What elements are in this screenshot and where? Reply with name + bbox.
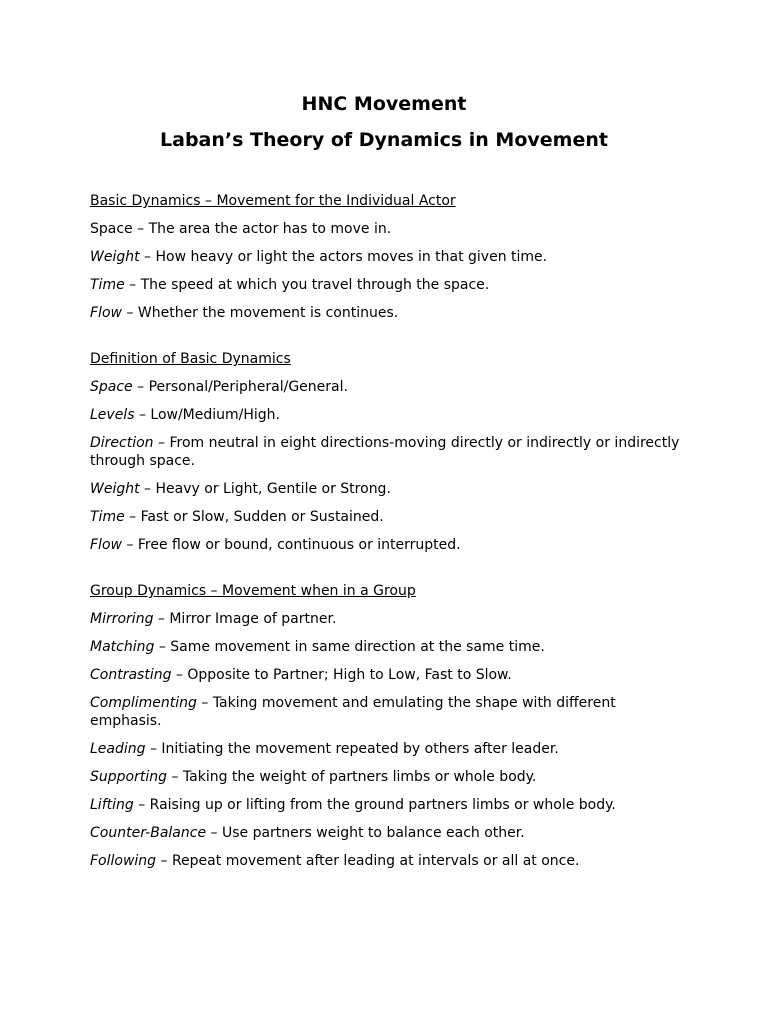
definition-term: Matching [90, 639, 155, 655]
definition-term: Following [90, 853, 157, 869]
definition-term: Contrasting [90, 667, 172, 683]
document-subtitle: Laban’s Theory of Dynamics in Movement [160, 129, 608, 151]
definition-term: Weight [90, 481, 140, 497]
definition-text: – Raising up or lifting from the ground partners limbs or whole body. [133, 797, 616, 813]
definition-term: Complimenting [90, 695, 197, 711]
definition-text: – How heavy or light the actors moves in that given time. [139, 249, 548, 265]
section-2 [90, 350, 690, 554]
definition-item [90, 824, 690, 842]
definition-term: Mirroring [90, 611, 154, 627]
definition-item [90, 536, 690, 554]
definition-item [90, 852, 690, 870]
document-title: HNC Movement [301, 93, 467, 115]
definition-text: – From neutral in eight directions-moving directly or indirectly or indirectly through space. [90, 435, 680, 469]
definition-term: Levels [90, 407, 135, 423]
definition-item [90, 276, 690, 294]
definition-item [90, 768, 690, 786]
section-3 [90, 582, 690, 870]
definition-item [90, 248, 690, 266]
definition-text: – Use partners weight to balance each other. [206, 825, 525, 841]
definition-item [90, 378, 690, 396]
definition-term: Time [90, 277, 125, 293]
definition-text: – Fast or Slow, Sudden or Sustained. [124, 509, 384, 525]
definition-term: Weight [90, 249, 140, 265]
definition-item [90, 480, 690, 498]
definition-term: Direction [90, 435, 154, 451]
definition-item [90, 610, 690, 628]
definition-item [90, 508, 690, 526]
section-heading: Definition of Basic Dynamics [90, 351, 291, 367]
definition-text: – Free flow or bound, continuous or interrupted. [121, 537, 461, 553]
definition-term: Leading [90, 741, 146, 757]
definition-item [90, 434, 690, 470]
definition-text: – Mirror Image of partner. [153, 611, 337, 627]
definition-item [90, 304, 690, 322]
definition-text: – Taking the weight of partners limbs or whole body. [167, 769, 537, 785]
definition-term: Space [90, 379, 133, 395]
definition-text: – Personal/Peripheral/General. [132, 379, 348, 395]
definition-term: Flow [90, 305, 122, 321]
definition-text: – Heavy or Light, Gentile or Strong. [139, 481, 391, 497]
definition-term: Time [90, 509, 125, 525]
definition-text: – The area the actor has to move in. [132, 221, 392, 237]
definition-item [90, 638, 690, 656]
definition-item [90, 406, 690, 424]
definition-text: – Same movement in same direction at the same time. [154, 639, 545, 655]
definition-text: – Low/Medium/High. [134, 407, 281, 423]
definition-text: – Opposite to Partner; High to Low, Fast to Slow. [171, 667, 512, 683]
definition-text: – Repeat movement after leading at intervals or all at once. [156, 853, 580, 869]
definition-term: Flow [90, 537, 122, 553]
section-heading: Basic Dynamics – Movement for the Individual Actor [90, 193, 456, 209]
definition-term: Supporting [90, 769, 167, 785]
definition-item [90, 220, 690, 238]
document-body [90, 192, 690, 880]
definition-item [90, 694, 690, 730]
definition-text: – Whether the movement is continues. [121, 305, 399, 321]
definition-term: Lifting [90, 797, 134, 813]
section-heading: Group Dynamics – Movement when in a Group [90, 583, 416, 599]
definition-text: – Initiating the movement repeated by others after leader. [145, 741, 559, 757]
definition-term: Counter-Balance [90, 825, 207, 841]
section-1 [90, 192, 690, 322]
definition-item [90, 740, 690, 758]
definition-text: – Taking movement and emulating the shape with different emphasis. [90, 695, 616, 729]
definition-term-plain: Space [90, 221, 133, 237]
definition-text: – The speed at which you travel through the space. [124, 277, 490, 293]
definition-item [90, 796, 690, 814]
definition-item [90, 666, 690, 684]
